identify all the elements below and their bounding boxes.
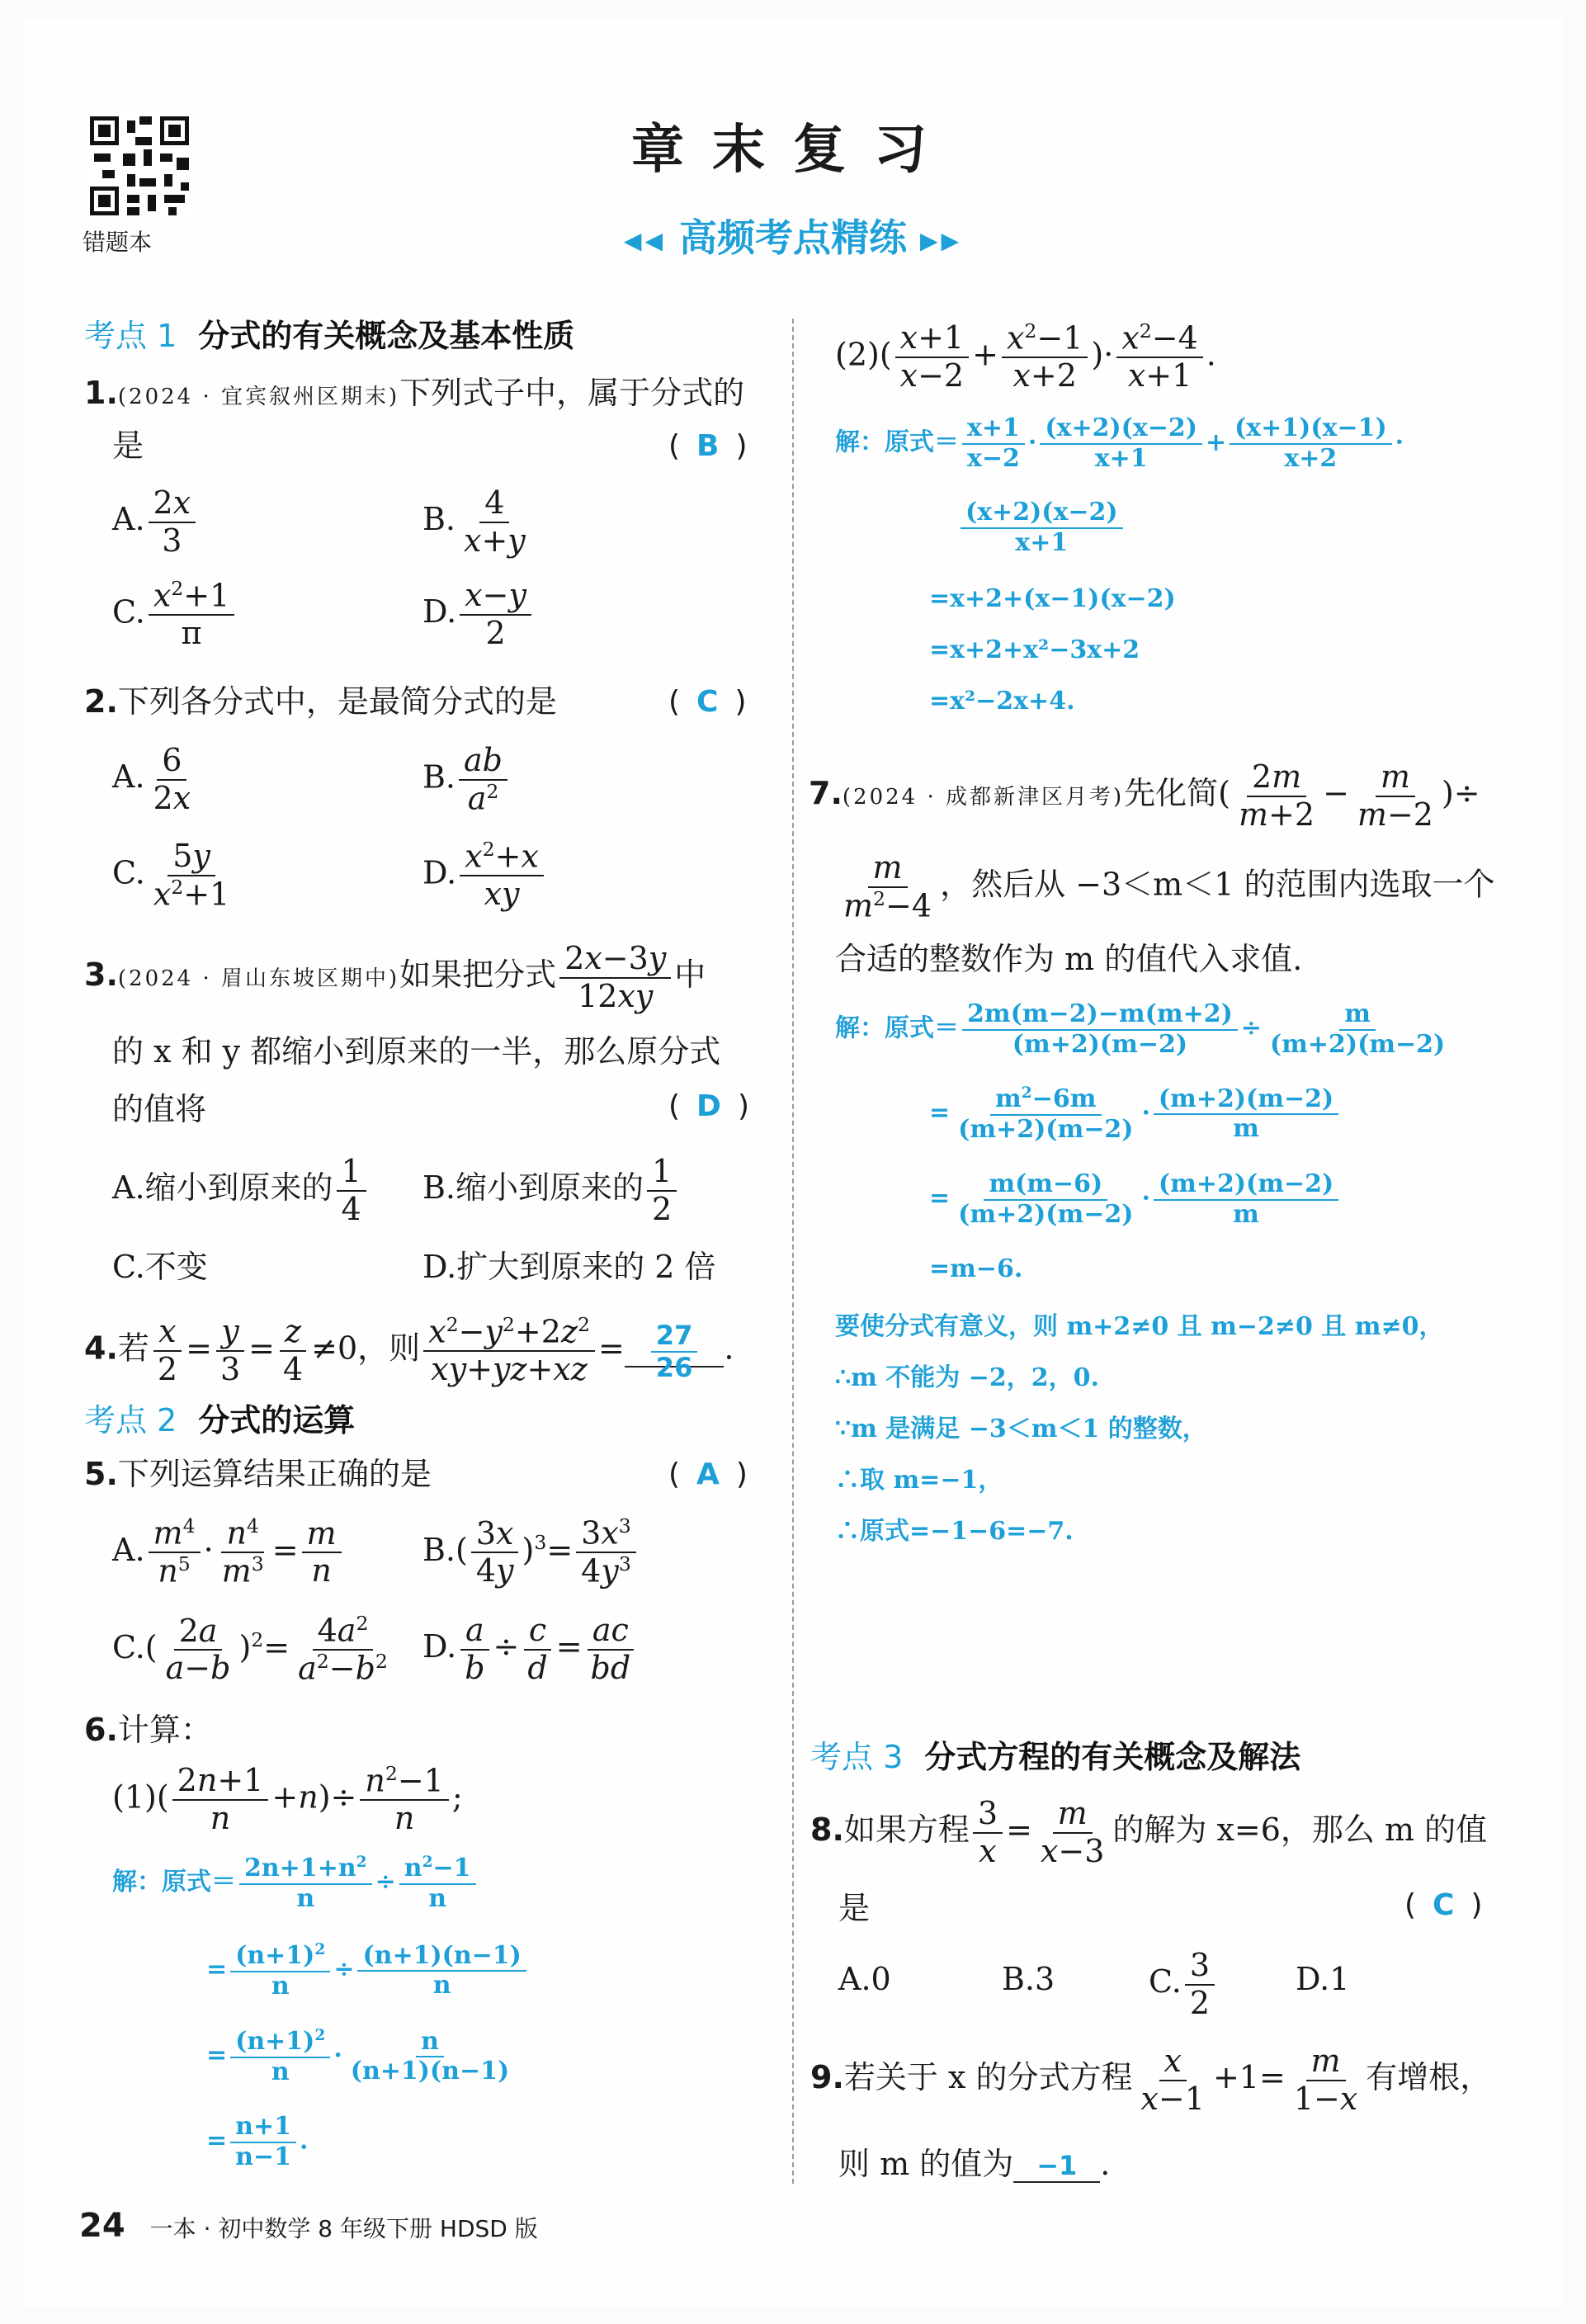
question-1 [84,368,769,422]
solution-step: ∴m 不能为 −2，2，0. [835,1363,1099,1392]
solution-6-2: 解：原式＝ $\frac{x+1}{x-2}$ · $\frac{(x+2)(x-2)}{x+1}$ + $\frac{(x+1)(x-1)}{x+2}$ · [835,413,1404,473]
question-text: 如果方程 [843,1811,970,1849]
question-6-part-1: (1)( $\frac{2n+1}{n}$ +n)÷ $\frac{n^2-1}{n}$ ; [112,1762,463,1837]
fill-blank: $\frac{27}{26}$ [625,1334,725,1367]
question-text: 有增根， [1366,2059,1492,2096]
answer-choice: C [1433,1888,1455,1922]
answer-bracket: ( D ) [668,1089,749,1123]
option-b: B. $\frac{ab}{a^2}$ [422,743,511,817]
topic-2-heading [84,1395,355,1440]
answer-choice: B [696,429,720,463]
question-source: (2024 · 宜宾叙州区期末) [117,385,400,409]
question-source: (2024 · 眉山东坡区期中) [117,966,400,992]
topic-title: 分式的运算 [198,1402,356,1438]
option-b: B.缩小到原来的 $\frac{1}{2}$ [422,1154,680,1227]
solution-step: $\frac{(x+2)(x-2)}{x+1}$ [957,498,1126,557]
question-6-part-2: (2)( $\frac{x+1}{x-2}$ + $\frac{x^2-1}{x+2}$ )· $\frac{x^2-4}{x+1}$ . [835,319,1216,394]
solution-step: = $\frac{m^2-6m}{(m+2)(m-2)}$ · $\frac{(m+2)(m-2)}{m}$ [929,1084,1342,1144]
fill-blank: −1 [1013,2150,1100,2183]
qr-label: 错题本 [83,229,153,256]
question-text: 如果把分式 [399,957,557,994]
solution-step: ∴原式=−1−6=−7. [835,1517,1074,1546]
answer-bracket: ( C ) [668,685,747,719]
option-c: C. $\frac{3}{2}$ [1149,1948,1218,2021]
question-text: 的 x 和 y 都缩小到原来的一半，那么原分式 [112,1033,721,1070]
answer-bracket: ( C ) [1404,1888,1483,1922]
topic-title: 分式的有关概念及基本性质 [198,318,575,354]
question-8: 8.如果方程 $\frac{3}{x}$ = $\frac{m}{x-3}$ 的解为 x=6，那么 m 的值 [810,1795,1488,1869]
solution-step: =x+2+(x−1)(x−2) [929,584,1176,613]
solution-6-1: 解：原式＝ $\frac{2n+1+n^2}{n}$ ÷ $\frac{n^2-1}{n}$ [112,1854,479,1913]
question-number: 2. [84,683,118,720]
question-text: 中 [674,957,706,994]
question-text: 若 [117,1330,149,1367]
option-d: D.扩大到原来的 2 倍 [422,1249,716,1285]
question-text: 先化简 [1124,775,1219,812]
answer-bracket: ( A ) [668,1457,748,1491]
question-text: 则 m 的值为 −1 . [838,2146,1111,2182]
solution-step: = $\frac{m(m-6)}{(m+2)(m-2)}$ · $\frac{(m+2)(m-2)}{m}$ [929,1170,1342,1229]
option-c: C.( $\frac{2a}{a-b}$ )$^2$= $\frac{4a^2}{a^2-b^2}$ [112,1612,388,1687]
question-number: 4. [84,1330,118,1367]
question-text: 的值将 [112,1091,207,1127]
page-footer [79,2207,538,2245]
solution-step: =m−6. [929,1254,1023,1283]
answer-bracket: ( B ) [668,429,748,463]
question-text: 下列各分式中，是最简分式的是 [117,683,557,720]
question-number: 3. [84,957,118,994]
solution-7: 解：原式＝ $\frac{2m(m-2)-m(m+2)}{(m+2)(m-2)}$ ÷ $\frac{m}{(m+2)(m-2)}$ [835,999,1446,1059]
solution-step: ∴取 m=−1， [835,1466,1003,1495]
option-b: B. $\frac{4}{x+y}$ [422,484,526,559]
option-b: B.( $\frac{3x}{4y}$ )$^3$= $\frac{3x^3}{4y^3}$ [422,1515,640,1590]
column-divider [792,319,794,2184]
option-d: D. $\frac{x^2+x}{xy}$ [422,838,547,913]
question-number: 5. [84,1456,118,1492]
topic-1-heading [84,310,574,356]
option-d: D. $\frac{x-y}{2}$ [422,578,535,651]
question-4: 4.若 $\frac{x}{2}$ = $\frac{y}{3}$ = $\frac{z}{4}$ ≠0，则 $\frac{x^2-y^2+2z^2}{xy+yz+xz}$ = $\frac{27}{26}$ . [84,1313,734,1388]
question-3: 3.(2024 · 眉山东坡区期中)如果把分式 $\frac{2x-3y}{12xy}$ 中 [84,940,706,1014]
topic-label: 考点 3 [810,1739,904,1775]
right-arrows-icon: ▶▶ [920,227,963,254]
question-text: 合适的整数作为 m 的值代入求值. [835,941,1303,977]
question-2 [84,677,557,726]
question-number: 9. [810,2059,844,2096]
option-a: A.0 [838,1961,891,1997]
answer-choice: D [696,1089,721,1123]
question-number: 8. [810,1811,844,1849]
question-text: 是 [838,1890,871,1926]
answer-choice: A [696,1457,720,1491]
option-b: B.3 [1002,1961,1055,1997]
solution-step: = $\frac{n+1}{n-1}$ . [206,2112,309,2171]
topic-label: 考点 2 [84,1402,177,1438]
question-text: 下列运算结果正确的是 [117,1456,432,1492]
question-number: 1. [84,375,118,411]
footer-text: 一本 · 初中数学 8 年级下册 HDSD 版 [149,2215,538,2242]
question-number: 6. [84,1712,118,1748]
left-arrows-icon: ◀◀ [623,227,666,254]
option-a: A. $\frac{6}{2x}$ [112,742,191,816]
solution-step: ∵m 是满足 −3＜m＜1 的整数， [835,1415,1207,1443]
option-c: C. $\frac{5y}{x^2+1}$ [112,838,230,913]
topic-title: 分式方程的有关概念及解法 [924,1739,1301,1775]
option-d: D.1 [1296,1961,1350,1997]
option-a: A.缩小到原来的 $\frac{1}{4}$ [112,1154,370,1227]
page-title: 章末复习 [631,120,955,181]
question-6 [84,1705,212,1755]
solution-step: = $\frac{(n+1)^2}{n}$ ÷ $\frac{(n+1)(n-1)}{n}$ [206,1941,530,2000]
option-d: D. $\frac{a}{b}$ ÷ $\frac{c}{d}$ = $\frac{ac}{bd}$ [422,1613,639,1686]
question-source: (2024 · 成都新津区月考) [842,785,1125,810]
solution-step: =x²−2x+4. [929,687,1075,716]
solution-step: 要使分式有意义，则 m+2≠0 且 m−2≠0 且 m≠0， [835,1312,1444,1341]
topic-label: 考点 1 [84,318,177,354]
answer-choice: C [696,685,719,719]
section-banner [0,208,1586,262]
question-5 [84,1449,432,1499]
solution-step: = $\frac{(n+1)^2}{n}$ · $\frac{n}{(n+1)(n-1)}$ [206,2026,510,2086]
topic-3-heading [810,1731,1300,1777]
banner-label: 高频考点精练 [679,215,907,260]
option-c: C. $\frac{x^2+1}{\pi}$ [112,578,238,652]
question-text: $\frac{m}{m^2-4}$ ，然后从 −3＜m＜1 的范围内选取一个 [843,849,1495,924]
page-number: 24 [79,2207,125,2245]
option-c: C.不变 [112,1249,208,1285]
option-a: A. $\frac{m^4}{n^5}$ · $\frac{n^4}{m^3}$ = $\frac{m}{n}$ [112,1515,345,1590]
question-text: 若关于 x 的分式方程 [843,2059,1133,2096]
question-text: 是 [112,427,144,464]
question-text: 下列式子中，属于分式的 [399,375,745,411]
solution-step: =x+2+x²−3x+2 [929,635,1140,664]
question-7: 7.(2024 · 成都新津区月考)先化简( $\frac{2m}{m+2}$ − $\frac{m}{m-2}$ )÷ [809,758,1480,833]
option-a: A. $\frac{2x}{3}$ [112,485,199,559]
question-number: 7. [809,775,843,812]
question-9: 9.若关于 x 的分式方程 $\frac{x}{x-1}$ +1= $\frac{m}{1-x}$ 有增根， [810,2043,1492,2117]
question-text: 的解为 x=6，那么 m 的值 [1112,1811,1488,1849]
question-text: 计算： [117,1712,212,1748]
